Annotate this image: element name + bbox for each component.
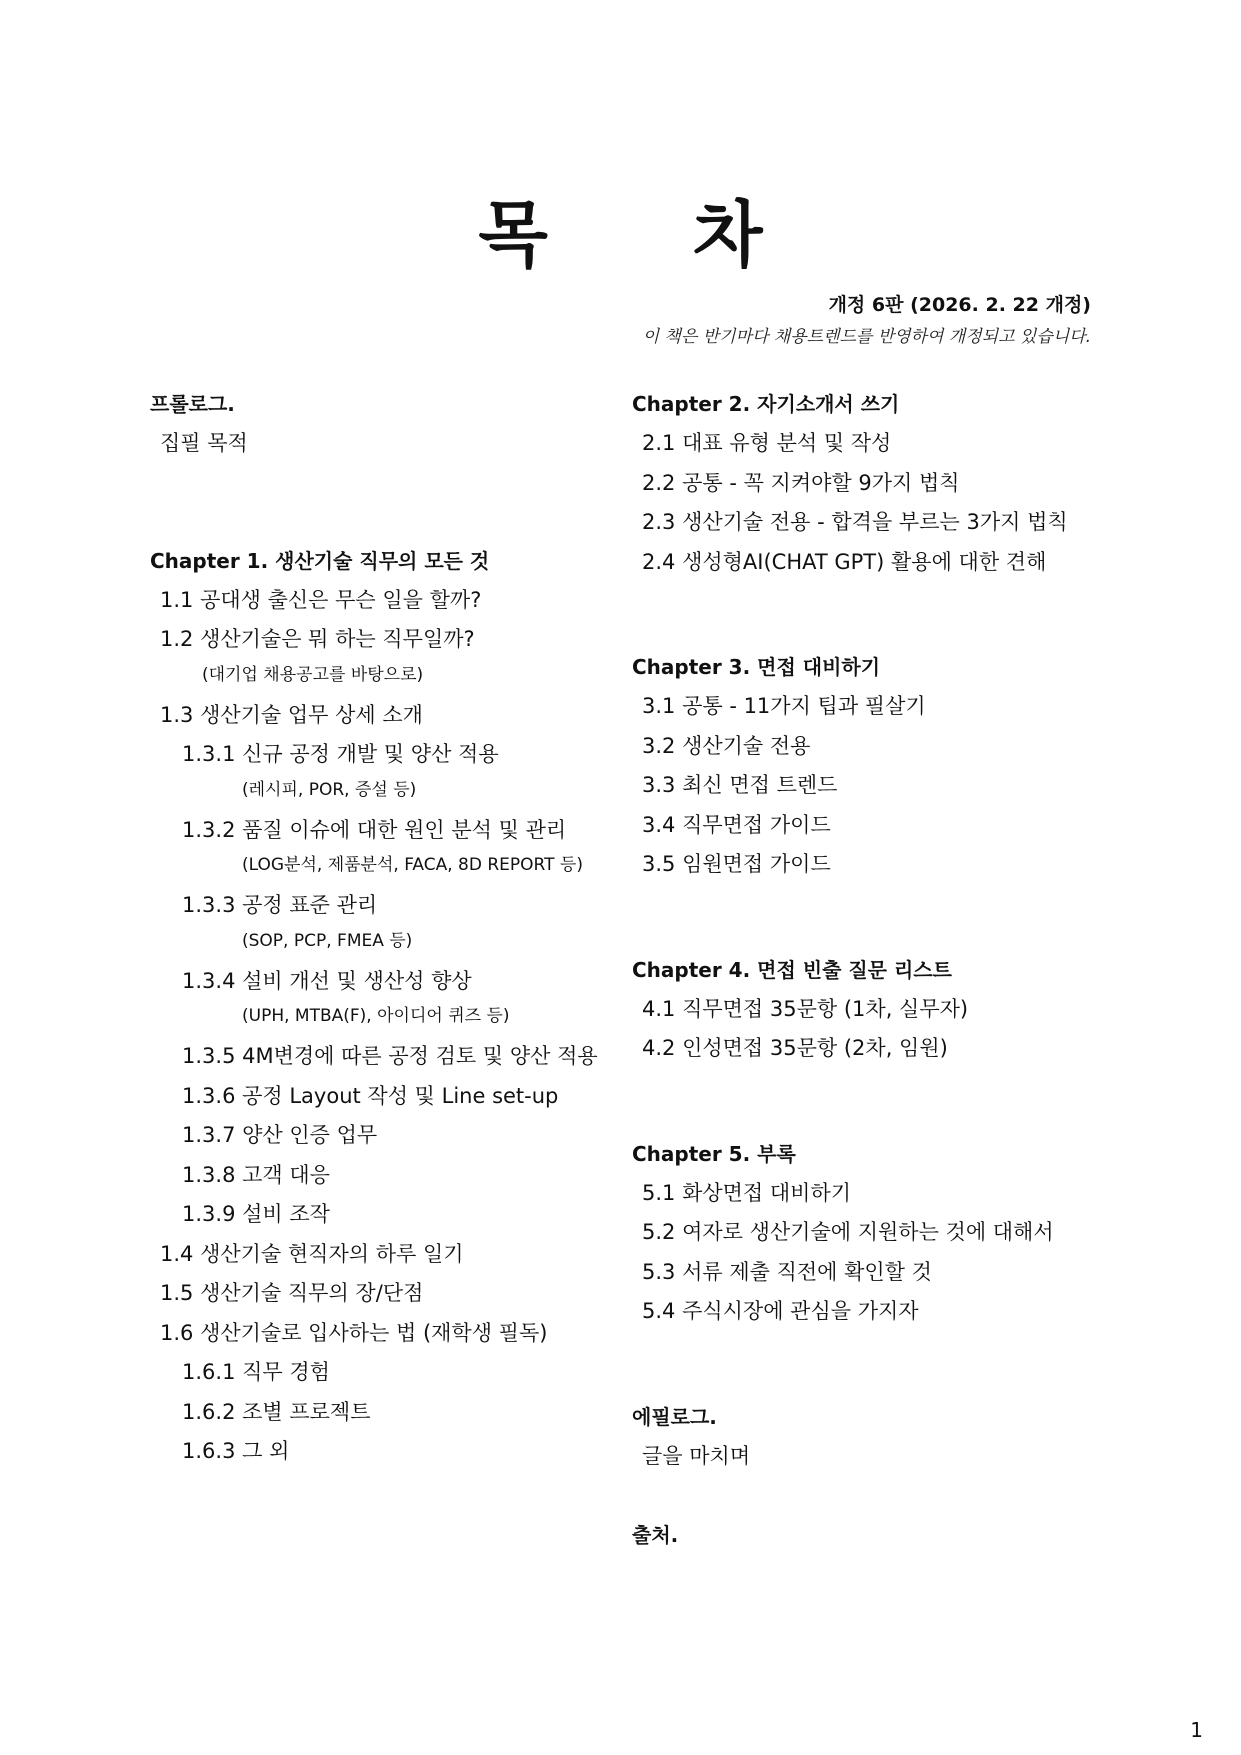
toc-entry: 1.3.3 공정 표준 관리 [182,893,378,917]
toc-entry-note: (SOP, PCP, FMEA 등) [242,930,413,951]
toc-entry: 3.5 임원면접 가이드 [642,852,831,876]
toc-entry: 3.1 공통 - 11가지 팁과 필살기 [642,694,926,718]
toc-entry: 1.3.2 품질 이슈에 대한 원인 분석 및 관리 [182,817,567,842]
toc-heading: 에필로그. [632,1404,717,1429]
toc-entry: 3.3 최신 면접 트렌드 [642,773,838,797]
toc-entry: 1.6 생산기술로 입사하는 법 (재학생 필독) [160,1320,548,1345]
toc-entry-note: (UPH, MTBA(F), 아이디어 퀴즈 등) [242,1006,510,1026]
toc-heading: Chapter 5. 부록 [632,1141,796,1166]
toc-entry: 1.3.1 신규 공정 개발 및 양산 적용 [182,742,499,766]
toc-entry: 1.3.6 공정 Layout 작성 및 Line set-up [182,1083,559,1108]
toc-heading: Chapter 1. 생산기술 직무의 모든 것 [150,548,490,573]
toc-entry: 1.6.3 그 외 [182,1439,290,1463]
toc-heading: Chapter 4. 면접 빈출 질문 리스트 [632,957,952,982]
toc-entry: 4.2 인성면접 35문항 (2차, 임원) [642,1036,948,1060]
page-title: 목 차 [478,193,823,277]
edition-label: 개정 6판 (2026. 2. 22 개정) [828,294,1091,316]
toc-left-column [150,385,620,1472]
toc-section-prologue [150,385,620,464]
toc-entry: 1.3.8 고객 대응 [182,1162,330,1187]
toc-entry: 1.4 생산기술 현직자의 하루 일기 [160,1241,464,1266]
toc-entry: 3.4 직무면접 가이드 [642,812,831,837]
toc-entry: 5.3 서류 제출 직전에 확인할 것 [642,1259,932,1284]
toc-heading: 출처. [632,1523,679,1547]
toc-entry: 1.3 생산기술 업무 상세 소개 [160,702,423,727]
toc-section-chapter-2 [632,385,1112,582]
toc-entry-note: (대기업 채용공고를 바탕으로) [202,664,424,685]
toc-entry: 5.1 화상면접 대비하기 [642,1180,852,1205]
toc-section-chapter-5 [632,1135,1112,1332]
toc-heading: Chapter 2. 자기소개서 쓰기 [632,392,900,416]
toc-entry: 1.6.1 직무 경험 [182,1360,330,1384]
toc-entry: 5.2 여자로 생산기술에 지원하는 것에 대해서 [642,1220,1054,1244]
toc-section-chapter-1 [150,542,620,1472]
toc-entry: 집필 목적 [160,431,248,455]
toc-entry: 1.6.2 조별 프로젝트 [182,1399,371,1424]
toc-section-sources [632,1516,1112,1555]
toc-entry: 1.2 생산기술은 뭐 하는 직무일까? [160,627,475,651]
toc-entry: 5.4 주식시장에 관심을 가지자 [642,1299,919,1323]
toc-entry: 1.3.4 설비 개선 및 생산성 향상 [182,968,472,993]
toc-entry: 1.3.7 양산 인증 업무 [182,1123,378,1147]
toc-entry-note: (LOG분석, 제품분석, FACA, 8D REPORT 등) [242,855,583,875]
toc-entry: 1.1 공대생 출신은 무슨 일을 할까? [160,587,482,612]
toc-entry: 2.3 생산기술 전용 - 합격을 부르는 3가지 법칙 [642,510,1068,534]
toc-heading: 프롤로그. [150,392,235,416]
toc-entry: 1.3.5 4M변경에 따른 공정 검토 및 양산 적용 [182,1044,598,1068]
toc-entry: 2.4 생성형AI(CHAT GPT) 활용에 대한 견해 [642,549,1047,574]
toc-entry: 4.1 직무면접 35문항 (1차, 실무자) [642,996,969,1021]
page-number: 1 [1190,1718,1203,1742]
toc-entry-note: (레시피, POR, 증설 등) [242,779,417,800]
toc-section-chapter-3 [632,648,1112,885]
toc-section-epilogue [632,1398,1112,1477]
toc-heading: Chapter 3. 면접 대비하기 [632,655,881,679]
toc-entry: 3.2 생산기술 전용 [642,733,811,758]
toc-entry: 1.3.9 설비 조작 [182,1202,330,1226]
revision-note: 이 책은 반기마다 채용트렌드를 반영하여 개정되고 있습니다. [642,327,1091,347]
toc-entry: 2.1 대표 유형 분석 및 작성 [642,431,892,455]
toc-entry: 2.2 공통 - 꼭 지켜야할 9가지 법칙 [642,470,960,495]
toc-entry: 글을 마치며 [642,1443,751,1468]
toc-entry: 1.5 생산기술 직무의 장/단점 [160,1281,424,1305]
toc-section-chapter-4 [632,951,1112,1069]
toc-right-column [632,385,1112,1555]
